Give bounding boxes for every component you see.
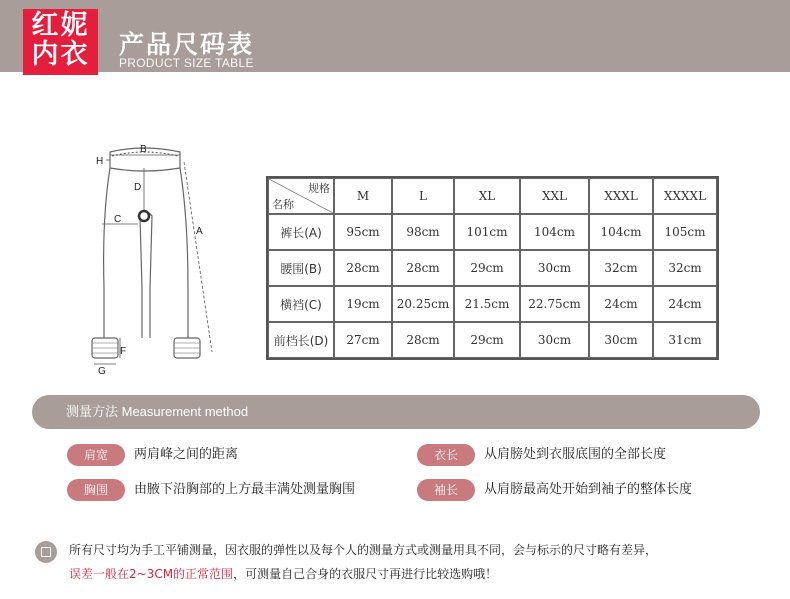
table-row [268,214,717,250]
label-f: F [120,346,127,357]
table-corner-cell [268,178,334,214]
table-cell: 32cm [653,250,717,286]
table-cell: 32cm [589,250,653,286]
table-cell: 24cm [589,286,653,322]
desc-sleeve-length: 从肩膀最高处开始到袖子的整体长度 [484,482,693,497]
table-cell: 24cm [653,286,717,322]
table-cell: 30cm [520,250,589,286]
note-line2 [69,565,497,582]
table-cell: 30cm [520,322,589,358]
table-cell: 28cm [392,250,454,286]
col-header: XXXL [589,178,653,214]
label-a: A [196,226,203,237]
row-label: 前档长(D) [268,322,334,358]
row-label: 腰围(B) [268,250,334,286]
note-line1: 所有尺寸均为手工平铺测量，因衣服的弹性以及每个人的测量方式或测量用具不同，会与标示的尺寸略有差异， [69,543,658,557]
tag-chest: 胸围 [67,479,125,501]
table-cell: 105cm [653,214,717,250]
table-cell: 29cm [454,322,520,358]
table-row [268,322,717,358]
col-header: XXXXL [653,178,717,214]
tag-garment-length: 衣长 [417,444,475,466]
note-icon [35,541,57,563]
size-table [266,176,719,360]
label-g: G [98,366,106,377]
desc-chest: 由腋下沿胸部的上方最丰满处测量胸围 [134,482,356,497]
page-subtitle: PRODUCT SIZE TABLE [119,56,254,70]
table-cell: 19cm [334,286,392,322]
corner-spec: 规格 [308,182,330,195]
table-cell: 104cm [589,214,653,250]
table-cell: 29cm [454,250,520,286]
table-cell: 21.5cm [454,286,520,322]
table-cell: 28cm [392,322,454,358]
tag-sleeve-length: 袖长 [417,479,475,501]
label-c: C [114,214,122,225]
col-header: XL [454,178,520,214]
label-b: B [140,144,147,155]
table-cell: 104cm [520,214,589,250]
note-error-range: 误差一般在2~3CM的正常范围 [69,567,234,581]
table-cell: 98cm [392,214,454,250]
page-title: 产品尺码表 [119,30,255,59]
table-cell: 101cm [454,214,520,250]
table-cell: 28cm [334,250,392,286]
table-cell: 27cm [334,322,392,358]
col-header: M [334,178,392,214]
table-header-row [268,178,717,214]
brand-logo [23,9,98,75]
measurement-method-bar: 测量方法 Measurement method [32,395,760,429]
desc-shoulder-width: 两肩峰之间的距离 [134,447,239,462]
table-row [268,286,717,322]
corner-name: 名称 [272,198,294,211]
table-cell: 22.75cm [520,286,589,322]
label-h: H [96,156,104,167]
table-row [268,250,717,286]
table-cell: 30cm [589,322,653,358]
table-cell: 20.25cm [392,286,454,322]
desc-garment-length: 从肩膀处到衣服底围的全部长度 [484,447,667,462]
tag-shoulder-width: 肩宽 [67,444,125,466]
table-cell: 95cm [334,214,392,250]
col-header: L [392,178,454,214]
logo-line1: 红妮 [31,10,90,41]
note-line2-rest: ，可测量自己合身的衣服尺寸再进行比较选购哦！ [233,567,498,581]
pants-diagram [84,138,244,378]
label-d: D [134,182,142,193]
col-header: XXL [520,178,589,214]
row-label: 横裆(C) [268,286,334,322]
row-label: 裤长(A) [268,214,334,250]
table-cell: 31cm [653,322,717,358]
header-banner [0,0,790,72]
logo-line2: 内衣 [31,39,90,70]
